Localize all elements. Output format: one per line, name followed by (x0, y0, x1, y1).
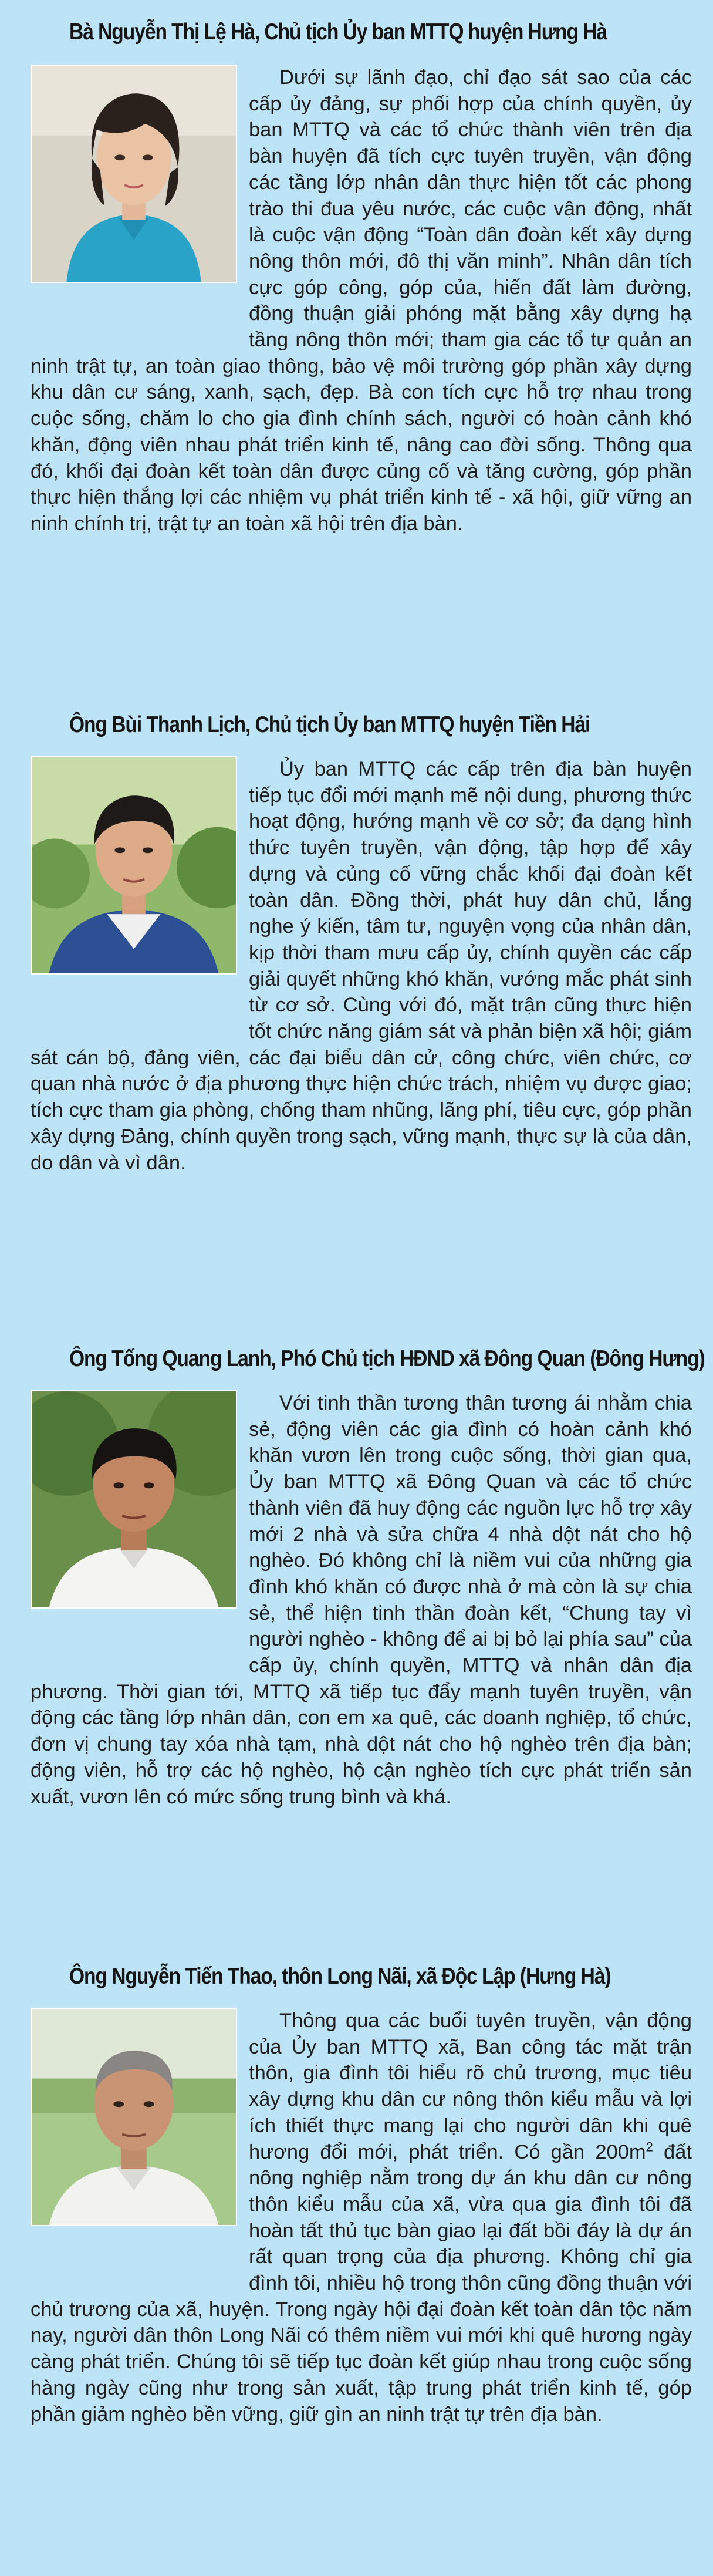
article-3-body (31, 1390, 692, 1810)
article-1-heading: Bà Nguyễn Thị Lệ Hà, Chủ tịch Ủy ban MTTQ huyện Hưng Hà (69, 19, 607, 45)
article-2-heading: Ông Bùi Thanh Lịch, Chủ tịch Ủy ban MTTQ huyện Tiền Hải (69, 712, 590, 737)
article-1 (31, 12, 692, 646)
article-3-paragraph: Với tinh thần tương thân tương ái nhằm chia sẻ, động viên các gia đình có hoàn cảnh khó khăn vươn lên trong cuộc sống, thời gian qua, Ủy ban MTTQ xã Đông Quan và các tổ chức thành viên đã huy động các nguồn lực hỗ trợ xây mới 2 nhà và sửa chữa 4 nhà dột nát cho hộ nghèo. Đó không chỉ là niềm vui của những gia đình khó khăn có được nhà ở mà còn là sự chia sẻ, thể hiện tinh thần đoàn kết, “Chung tay vì người nghèo - không để ai bị bỏ lại phía sau” của cấp ủy, chính quyền, MTTQ và nhân dân địa phương. Thời gian tới, MTTQ xã tiếp tục đẩy mạnh tuyên truyền, vận động các tầng lớp nhân dân, con em xa quê, các doanh nghiệp, tổ chức, đơn vị chung tay xóa nhà tạm, nhà dột nát cho hộ nghèo trên địa bàn; động viên, hỗ trợ các hộ nghèo, hộ cận nghèo tích cực phát triển sản xuất, vươn lên có mức sống trung bình và khá. (31, 1392, 692, 1808)
superscript-2: 2 (646, 2139, 653, 2154)
article-2-paragraph: Ủy ban MTTQ các cấp trên địa bàn huyện tiếp tục đổi mới mạnh mẽ nội dung, phương thức hoạt động, hướng mạnh về cơ sở; đa dạng hình thức tuyên truyền, vận động, tập hợp để xây dựng và củng cố vững chắc khối đại đoàn kết toàn dân. Đồng thời, phát huy dân chủ, lắng nghe ý kiến, tâm tư, nguyện vọng của nhân dân, kịp thời tham mưu cấp ủy, chính quyền các cấp giải quyết những khó khăn, vướng mắc phát sinh từ cơ sở. Cùng với đó, mặt trận cũng thực hiện tốt chức năng giám sát và phản biện xã hội; giám sát cán bộ, đảng viên, các đại biểu dân cử, công chức, viên chức, cơ quan nhà nước ở địa phương thực hiện chức trách, nhiệm vụ được giao; tích cực tham gia phòng, chống tham nhũng, lãng phí, tiêu cực, góp phần xây dựng Đảng, chính quyền trong sạch, vững mạnh, thực sự là của dân, do dân và vì dân. (31, 758, 692, 1174)
article-4-body (31, 2008, 692, 2427)
photo-spacer (31, 1390, 249, 1661)
article-4 (31, 1956, 692, 2567)
article-1-paragraph: Dưới sự lãnh đạo, chỉ đạo sát sao của các cấp ủy đảng, sự phối hợp của chính quyền, ủy ban MTTQ và các tổ chức thành viên trên địa bàn huyện đã tích cực tuyên truyền, vận động các tầng lớp nhân dân thực hiện tốt các phong trào thi đua yêu nước, các cuộc vận động, nhất là cuộc vận động “Toàn dân đoàn kết xây dựng nông thôn mới, đô thị văn minh”. Nhân dân tích cực góp công, góp của, hiến đất làm đường, đồng thuận giải phóng mặt bằng xây dựng hạ tầng nông thôn mới; tham gia các tổ tự quản an ninh trật tự, an toàn giao thông, bảo vệ môi trường góp phần xây dựng khu dân cư sáng, xanh, sạch, đẹp. Bà con tích cực hỗ trợ nhau trong cuộc sống, chăm lo cho gia đình chính sách, người có hoàn cảnh khó khăn, động viên nhau phát triển kinh tế, nâng cao đời sống. Thông qua đó, khối đại đoàn kết toàn dân được củng cố và tăng cường, góp phần thực hiện thắng lợi các nhiệm vụ phát triển kinh tế - xã hội, giữ vững an ninh chính trị, trật tự an toàn xã hội trên địa bàn. (31, 66, 692, 535)
photo-spacer (31, 2008, 249, 2279)
article-1-body (31, 65, 692, 537)
article-4-text-part-2: đất nông nghiệp nằm trong dự án khu dân cư nông thôn kiểu mẫu của xã, vừa qua gia đình tôi đã hoàn tất thủ tục bàn giao lại đất bồi đáy là dự án rất quan trọng của địa phương. Không chỉ gia đình tôi, nhiều hộ trong thôn cũng đồng thuận với chủ trương của xã, huyện. Trong ngày hội đại đoàn kết toàn dân tộc năm nay, người dân thôn Long Nãi có thêm niềm vui mới khi quê hương ngày càng phát triển. Chúng tôi sẽ tiếp tục đoàn kết giúp nhau trong cuộc sống hàng ngày cũng như trong sản xuất, tập trung phát triển kinh tế, góp phần giảm nghèo bền vững, giữ gìn an ninh trật tự trên địa bàn. (31, 2140, 692, 2426)
photo-spacer (31, 65, 249, 336)
article-2 (31, 704, 692, 1321)
article-4-text-part-1: Thông qua các buổi tuyên truyền, vận động của Ủy ban MTTQ xã, Ban công tác mặt trận thôn, gia đình tôi hiểu rõ chủ trương, mục tiêu xây dựng khu dân cư nông thôn kiểu mẫu và lợi ích thiết thực mang lại cho người dân khi quê hương đổi mới, phát triển. Có gần 200m (249, 2009, 692, 2163)
photo-spacer (31, 756, 249, 1027)
article-4-heading: Ông Nguyễn Tiến Thao, thôn Long Nãi, xã Độc Lập (Hưng Hà) (69, 1964, 611, 1989)
article-3-heading: Ông Tống Quang Lanh, Phó Chủ tịch HĐND xã Đông Quan (Đông Hưng) (69, 1346, 705, 1371)
article-2-body (31, 756, 692, 1176)
article-3 (31, 1338, 705, 1943)
